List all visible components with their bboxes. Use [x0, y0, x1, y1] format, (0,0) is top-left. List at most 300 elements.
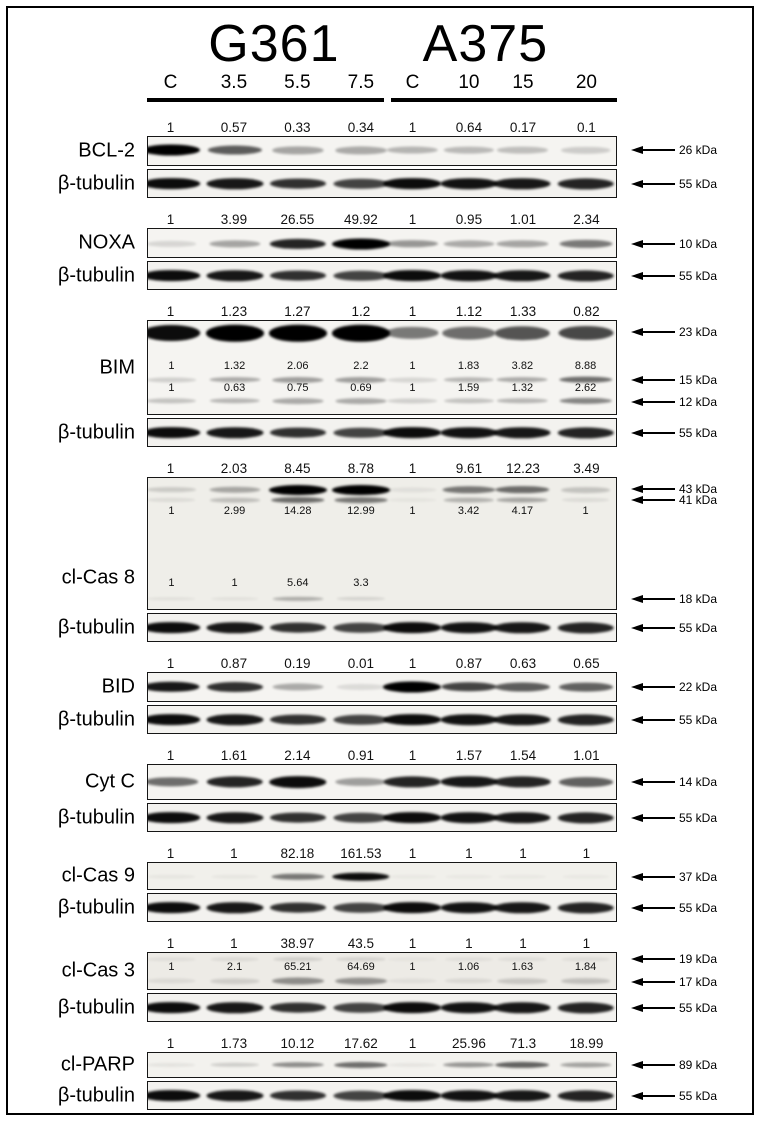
protein-band — [497, 240, 548, 247]
quant-value: 2.03 — [220, 461, 248, 476]
quant-value: 43.5 — [347, 936, 374, 951]
quant-value: 0.17 — [509, 120, 537, 135]
quant-values-row — [8, 935, 752, 952]
protein-band — [494, 1090, 551, 1101]
protein-band — [147, 874, 195, 879]
kda-label: 55 kDa — [679, 1088, 718, 1103]
protein-band — [270, 622, 326, 633]
kda-label: 14 kDa — [679, 775, 718, 789]
protein-band — [443, 147, 493, 154]
arrow-line — [642, 149, 675, 151]
blot-box — [147, 228, 617, 258]
kda-label: 55 kDa — [679, 620, 718, 635]
protein-band — [209, 398, 260, 404]
a375-underline — [391, 98, 617, 102]
quant-value: 1 — [409, 381, 416, 394]
protein-band — [206, 1090, 263, 1101]
protein-band — [384, 178, 442, 190]
blot-box — [147, 893, 617, 922]
quant-value: 1.54 — [509, 748, 537, 763]
tubulin-label: β-tubulin — [57, 708, 135, 730]
quant-value: 1.01 — [573, 748, 600, 763]
kda-label: 55 kDa — [679, 1000, 718, 1015]
protein-blot-row — [8, 764, 752, 800]
protein-band — [557, 1002, 614, 1013]
quant-values-row — [8, 211, 752, 228]
quant-value: 1.61 — [220, 748, 248, 763]
arrow-line — [642, 876, 675, 878]
protein-band — [147, 1002, 200, 1014]
kda-marker — [631, 1000, 718, 1015]
blot-box — [147, 672, 617, 702]
quant-value: 1 — [166, 936, 175, 951]
protein-band — [335, 398, 386, 404]
protein-band — [384, 270, 442, 282]
quant-value: 3.99 — [220, 212, 248, 227]
lane-label: 5.5 — [284, 72, 311, 93]
kda-label: 55 kDa — [679, 810, 718, 825]
protein-band — [498, 874, 546, 879]
quant-value: 0.87 — [455, 656, 483, 671]
protein-band — [440, 427, 497, 439]
protein-band — [494, 178, 551, 189]
kda-marker — [631, 974, 718, 989]
protein-label: cl-Cas 9 — [61, 864, 135, 887]
quant-value: 0.82 — [573, 304, 600, 319]
protein-band — [206, 714, 263, 725]
tubulin-label: β-tubulin — [57, 616, 135, 638]
arrow-line — [642, 379, 675, 381]
protein-band — [384, 776, 441, 787]
lane-label: 3.5 — [220, 72, 248, 93]
protein-band — [497, 147, 547, 154]
protein-band — [147, 487, 196, 493]
blot-section — [8, 119, 752, 198]
protein-band — [495, 683, 549, 692]
protein-band — [386, 327, 439, 339]
kda-label: 55 kDa — [679, 176, 718, 191]
arrow-line — [642, 1095, 675, 1097]
protein-label: BIM — [99, 356, 135, 378]
kda-marker — [631, 143, 718, 158]
quant-value: 1 — [166, 461, 175, 476]
blot-section — [8, 303, 752, 447]
quant-value: 2.34 — [573, 212, 600, 227]
kda-marker — [631, 372, 718, 387]
protein-band — [332, 325, 390, 342]
quant-value: 1.06 — [457, 961, 480, 974]
quant-value: 1 — [166, 656, 175, 671]
protein-band — [495, 1062, 549, 1068]
protein-label: cl-Cas 8 — [61, 566, 135, 589]
blot-box — [147, 613, 617, 642]
protein-band — [206, 812, 263, 823]
protein-band — [494, 622, 551, 633]
protein-band — [384, 427, 442, 439]
protein-band — [147, 902, 200, 914]
protein-band — [561, 147, 611, 153]
quant-value: 1 — [582, 846, 591, 861]
kda-label: 55 kDa — [679, 425, 718, 440]
lane-label: C — [405, 72, 420, 93]
quant-value: 9.61 — [455, 461, 483, 476]
protein-band — [333, 902, 388, 912]
kda-marker — [631, 1060, 717, 1070]
protein-band — [440, 270, 497, 282]
protein-band — [269, 325, 327, 342]
protein-band — [147, 145, 200, 156]
protein-blot-row — [8, 136, 752, 166]
quant-value: 1.27 — [284, 304, 311, 319]
protein-band — [333, 427, 388, 437]
protein-band — [147, 325, 200, 341]
blot-box — [147, 261, 617, 290]
blot-box — [147, 136, 617, 166]
blot-box — [147, 952, 617, 990]
protein-band — [557, 1090, 614, 1101]
quant-value: 38.97 — [280, 936, 315, 951]
protein-label: cl-PARP — [60, 1053, 135, 1076]
protein-band — [147, 398, 196, 403]
quant-value: 0.33 — [284, 120, 311, 135]
quant-value: 64.69 — [347, 961, 375, 974]
kda-label: 23 kDa — [679, 325, 718, 340]
protein-band — [333, 1002, 388, 1012]
protein-band — [440, 776, 497, 787]
protein-band — [272, 398, 323, 404]
protein-band — [269, 776, 327, 788]
quant-value: 18.99 — [569, 1036, 604, 1051]
blot-box — [147, 477, 617, 610]
quant-value: 8.88 — [574, 359, 597, 372]
arrow-line — [642, 958, 675, 960]
quant-value: 17.62 — [343, 1036, 378, 1051]
quant-value: 1.2 — [351, 304, 371, 319]
quant-values-row — [8, 1035, 752, 1052]
tubulin-row — [8, 705, 752, 734]
quant-value: 14.28 — [283, 504, 312, 517]
protein-label: cl-Cas 3 — [61, 959, 135, 982]
quant-value: 12.23 — [506, 461, 540, 476]
protein-band — [206, 1002, 263, 1013]
quant-value: 1 — [408, 846, 417, 861]
protein-blot-row — [8, 477, 752, 610]
protein-band — [494, 1002, 551, 1013]
quant-value: 1 — [166, 1036, 175, 1051]
protein-band — [147, 682, 200, 692]
protein-band — [440, 1002, 497, 1014]
kda-marker — [631, 236, 718, 251]
protein-band — [335, 147, 386, 154]
arrow-line — [642, 401, 675, 403]
protein-band — [557, 714, 614, 725]
protein-band — [559, 777, 613, 787]
protein-band — [494, 776, 551, 787]
protein-band — [496, 486, 550, 494]
quant-value: 0.1 — [577, 120, 596, 135]
protein-band — [333, 714, 388, 724]
protein-band — [270, 714, 326, 725]
quant-value: 1.12 — [455, 304, 483, 319]
protein-band — [442, 327, 496, 340]
protein-band — [560, 1062, 611, 1067]
protein-band — [147, 240, 196, 246]
quant-value: 0.63 — [223, 381, 246, 394]
protein-band — [444, 398, 494, 403]
quant-value: 0.19 — [284, 656, 311, 671]
quant-values-row — [8, 460, 752, 477]
kda-label: 22 kDa — [679, 680, 718, 694]
protein-band — [557, 178, 614, 189]
protein-blot-row — [8, 1052, 752, 1078]
blot-sections — [8, 119, 752, 1110]
protein-band — [147, 1090, 200, 1102]
tubulin-label: β-tubulin — [57, 421, 135, 443]
protein-label: Cyt C — [85, 770, 135, 793]
protein-band — [332, 872, 390, 881]
protein-band — [498, 978, 548, 984]
kda-marker — [631, 592, 718, 607]
quant-value: 1 — [465, 846, 473, 861]
protein-band — [441, 682, 496, 691]
protein-band — [270, 1002, 326, 1013]
protein-band — [207, 682, 263, 692]
arrow-line — [642, 627, 675, 629]
arrow-line — [642, 1064, 675, 1066]
kda-label: 15 kDa — [679, 372, 718, 387]
quant-value: 3.42 — [457, 504, 480, 517]
protein-band — [440, 902, 497, 914]
tubulin-row — [8, 993, 752, 1022]
quant-value: 26.55 — [280, 212, 315, 227]
protein-band — [334, 497, 387, 503]
protein-band — [561, 978, 611, 984]
protein-band — [497, 498, 548, 503]
tubulin-label: β-tubulin — [57, 806, 135, 828]
protein-band — [270, 270, 326, 281]
protein-band — [384, 622, 442, 634]
quant-value: 0.91 — [347, 748, 374, 763]
quant-value: 0.75 — [287, 381, 309, 394]
kda-label: 18 kDa — [679, 592, 718, 607]
quant-value: 1 — [230, 936, 238, 951]
protein-blot-row — [8, 952, 752, 990]
protein-band — [494, 270, 551, 281]
kda-label: 55 kDa — [679, 712, 718, 727]
blot-box — [147, 320, 617, 415]
blot-box — [147, 1052, 617, 1078]
protein-band — [334, 1062, 388, 1068]
tubulin-label: β-tubulin — [57, 896, 135, 918]
quant-value: 0.87 — [220, 656, 248, 671]
quant-value: 3.49 — [573, 461, 600, 476]
protein-band — [561, 874, 609, 879]
kda-marker — [631, 682, 717, 692]
protein-band — [443, 1062, 495, 1067]
quant-value: 1 — [231, 576, 238, 589]
protein-band — [559, 683, 613, 692]
protein-band — [270, 427, 326, 438]
protein-band — [332, 238, 390, 249]
quant-value: 1.83 — [457, 359, 480, 372]
quant-value: 1 — [168, 961, 175, 974]
protein-band — [384, 812, 442, 824]
kda-marker — [631, 268, 718, 283]
quant-value: 2.99 — [223, 504, 246, 517]
protein-band — [440, 714, 497, 726]
lane-label: 10 — [458, 72, 480, 93]
quant-value: 1 — [166, 120, 175, 135]
protein-band — [210, 874, 258, 879]
quant-value: 0.69 — [350, 381, 372, 394]
kda-marker — [631, 620, 718, 635]
quant-value: 1 — [409, 961, 416, 974]
quant-value: 4.17 — [511, 504, 534, 517]
quant-value: 1 — [408, 212, 417, 227]
protein-band — [147, 777, 198, 786]
kda-label: 43 kDa — [679, 481, 718, 496]
lane-label-row — [8, 70, 752, 96]
quant-value: 1.59 — [457, 381, 480, 394]
protein-band — [206, 776, 263, 787]
blot-section — [8, 460, 752, 642]
quant-value: 1 — [166, 748, 175, 763]
quant-value: 1 — [168, 381, 175, 394]
arrow-line — [642, 275, 675, 277]
protein-label: BCL-2 — [78, 139, 135, 162]
protein-band — [388, 398, 438, 403]
protein-band — [147, 812, 200, 824]
quant-value: 8.45 — [284, 461, 311, 476]
arrow-line — [642, 686, 675, 688]
protein-band — [209, 240, 260, 247]
tubulin-label: β-tubulin — [57, 172, 135, 194]
kda-marker — [631, 869, 718, 884]
tubulin-label: β-tubulin — [57, 264, 135, 286]
kda-label: 19 kDa — [679, 951, 718, 966]
protein-band — [271, 873, 324, 880]
quant-value: 1 — [166, 304, 175, 319]
quant-value: 1.32 — [511, 381, 534, 394]
kda-marker — [631, 951, 718, 966]
protein-blot-row — [8, 228, 752, 258]
protein-band — [206, 325, 264, 342]
arrow-line — [642, 183, 675, 185]
kda-label: 12 kDa — [679, 394, 718, 409]
tubulin-row — [8, 261, 752, 290]
quant-value: 161.53 — [340, 846, 382, 861]
quant-value: 3.3 — [353, 576, 369, 589]
quant-value: 1 — [409, 359, 416, 372]
blot-box — [147, 1081, 617, 1110]
protein-band — [147, 498, 196, 502]
arrow-line — [642, 981, 675, 983]
protein-band — [384, 714, 442, 726]
arrow-line — [642, 1007, 675, 1009]
protein-band — [272, 978, 324, 985]
quant-value: 1 — [408, 1036, 417, 1051]
quant-values-row — [8, 119, 752, 136]
quant-value: 10.12 — [280, 1036, 315, 1051]
protein-band — [210, 498, 260, 503]
quant-value: 0.65 — [573, 656, 600, 671]
arrow-line — [642, 499, 675, 501]
quant-value: 1 — [408, 656, 417, 671]
kda-label: 37 kDa — [679, 869, 718, 884]
protein-band — [557, 270, 614, 281]
protein-band — [332, 485, 390, 495]
quant-value: 1 — [168, 504, 175, 517]
protein-band — [388, 498, 436, 502]
protein-band — [557, 427, 614, 438]
protein-band — [335, 978, 387, 985]
protein-blot-row — [8, 672, 752, 702]
tubulin-row — [8, 169, 752, 198]
g361-underline — [147, 98, 384, 102]
kda-marker — [631, 1088, 718, 1103]
protein-band — [444, 874, 492, 879]
blot-box — [147, 418, 617, 447]
blot-box — [147, 705, 617, 734]
figure-header — [8, 15, 752, 106]
protein-band — [444, 978, 493, 983]
tubulin-row — [8, 1081, 752, 1110]
kda-label: 89 kDa — [679, 1058, 718, 1072]
quant-value: 2.2 — [353, 359, 369, 372]
kda-marker — [631, 900, 718, 915]
figure-frame — [6, 6, 754, 1115]
protein-band — [494, 427, 551, 438]
protein-band — [336, 597, 385, 601]
protein-band — [147, 427, 200, 439]
protein-band — [271, 497, 325, 503]
quant-value: 8.78 — [347, 461, 374, 476]
protein-band — [497, 398, 548, 404]
protein-band — [270, 902, 326, 913]
protein-band — [494, 714, 551, 725]
protein-band — [388, 1063, 437, 1067]
tubulin-row — [8, 613, 752, 642]
protein-band — [388, 487, 437, 492]
cell-line-title-row — [8, 15, 752, 73]
lane-label: 7.5 — [347, 72, 375, 93]
blot-section — [8, 655, 752, 734]
kda-marker — [631, 176, 718, 191]
protein-label: BID — [101, 675, 135, 698]
quant-value: 1 — [408, 461, 417, 476]
kda-label: 55 kDa — [679, 900, 718, 915]
tubulin-row — [8, 893, 752, 922]
blot-section — [8, 1035, 752, 1110]
quant-value: 0.34 — [347, 120, 374, 135]
protein-band — [561, 487, 611, 493]
protein-band — [557, 812, 614, 823]
protein-band — [440, 812, 497, 824]
protein-band — [272, 683, 323, 690]
protein-band — [147, 597, 196, 600]
quant-value: 0.63 — [509, 656, 537, 671]
quant-values-row — [8, 655, 752, 672]
quant-value: 1 — [408, 936, 417, 951]
quant-value: 3.82 — [511, 359, 534, 372]
quant-value: 12.99 — [347, 504, 375, 517]
protein-band — [206, 178, 263, 189]
blot-box — [147, 803, 617, 832]
protein-band — [209, 487, 260, 493]
quant-value: 1 — [582, 936, 591, 951]
protein-band — [147, 1063, 196, 1067]
protein-band — [383, 682, 441, 693]
